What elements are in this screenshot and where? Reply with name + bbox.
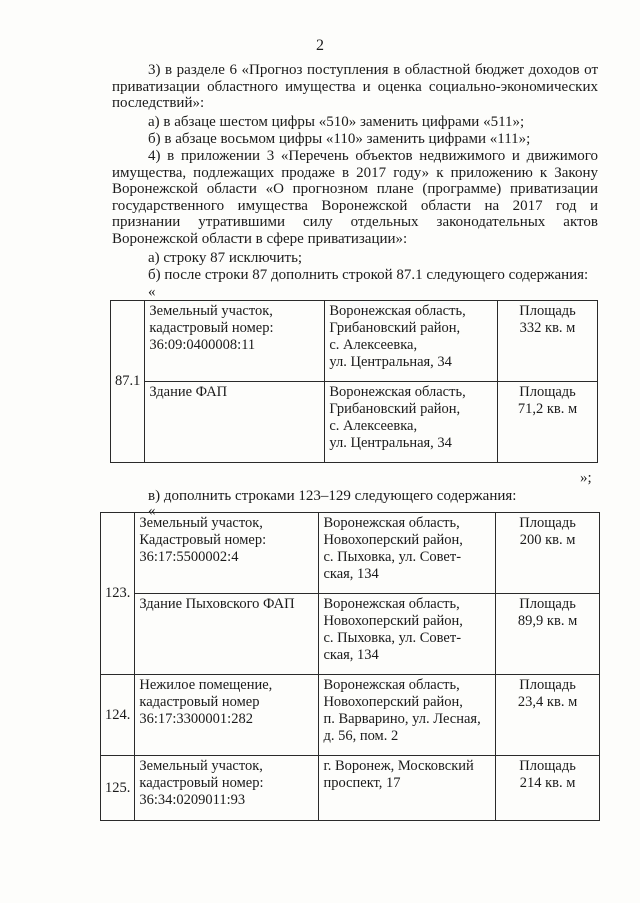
object-address-line: Новохоперский район,	[323, 532, 463, 548]
table-row	[101, 675, 600, 756]
object-area	[496, 675, 600, 756]
object-area-line: Площадь	[519, 515, 576, 531]
quote-close-1: »;	[580, 470, 592, 486]
object-address	[325, 382, 498, 463]
object-name-line: Здание ФАП	[149, 384, 228, 400]
object-area	[496, 594, 600, 675]
object-address-line: с. Пыховка, ул. Совет-	[323, 630, 462, 646]
table-87-1	[110, 300, 598, 463]
object-name-line: Здание Пыховского ФАП	[139, 596, 295, 612]
object-address-line: Воронежская область,	[323, 596, 460, 612]
object-address	[319, 594, 496, 675]
object-address-line: Грибановский район,	[329, 320, 461, 336]
object-name	[135, 513, 319, 594]
object-name	[145, 301, 325, 382]
object-address-line: с. Пыховка, ул. Совет-	[323, 549, 462, 565]
object-address-line: д. 56, пом. 2	[323, 728, 399, 744]
object-area-line: 71,2 кв. м	[517, 401, 578, 417]
object-area-line: Площадь	[519, 758, 576, 774]
object-name-line: Земельный участок,	[149, 303, 273, 319]
object-name	[135, 594, 319, 675]
object-address-line: Воронежская область,	[329, 303, 466, 319]
row-number: 125.	[101, 756, 135, 821]
object-address-line: ул. Центральная, 34	[329, 354, 452, 370]
quote-open-1: «	[148, 284, 156, 300]
table-row	[111, 382, 598, 463]
object-name-line: Земельный участок,	[139, 758, 263, 774]
object-address-line: с. Алексеевка,	[329, 337, 418, 353]
table-row	[101, 513, 600, 594]
paragraph-3a: а) в абзаце шестом цифры «510» заменить цифрами «511»;	[148, 114, 525, 130]
paragraph-4: 4) в приложении 3 «Перечень объектов недвижимого и движимого имущества, подлежащих продаже в 2017 году» к приложению к Закону Воронежской области «О прогнозном плане (программе) приватизации государственного имущества Воронежской области на 2017 год и признании утратившими силу отдельных законодательных актов Воронежской области в сфере приватизации»:	[112, 148, 598, 247]
object-name	[135, 756, 319, 821]
paragraph-4a: а) строку 87 исключить;	[148, 250, 303, 266]
object-address-line: с. Алексеевка,	[329, 418, 418, 434]
object-area-line: 89,9 кв. м	[517, 613, 578, 629]
quote-open-2: «	[148, 503, 156, 519]
object-area	[496, 513, 600, 594]
object-address	[325, 301, 498, 382]
object-name-line: Земельный участок,	[139, 515, 263, 531]
object-address-line: Воронежская область,	[323, 677, 460, 693]
object-area-line: Площадь	[519, 677, 576, 693]
object-address	[319, 675, 496, 756]
table-row	[101, 594, 600, 675]
object-address-line: г. Воронеж, Московский	[323, 758, 474, 774]
object-area-line: Площадь	[519, 303, 576, 319]
object-name	[145, 382, 325, 463]
table-123-129	[100, 512, 600, 821]
object-name-line: 36:09:0400008:11	[149, 337, 256, 353]
row-number: 124.	[101, 675, 135, 756]
object-name-line: 36:17:3300001:282	[139, 711, 253, 727]
object-name-line: кадастровый номер:	[139, 775, 264, 791]
paragraph-4v: в) дополнить строками 123–129 следующего содержания:	[148, 488, 517, 504]
object-name-line: 36:17:5500002:4	[139, 549, 239, 565]
paragraph-3: 3) в разделе 6 «Прогноз поступления в областной бюджет доходов от приватизации областного имущества и оценка социально-экономических последствий»:	[112, 62, 598, 111]
paragraph-4b: б) после строки 87 дополнить строкой 87.1 следующего содержания:	[148, 267, 589, 283]
table-row	[111, 301, 598, 382]
object-name-line: кадастровый номер	[139, 694, 260, 710]
object-name-line: Нежилое помещение,	[139, 677, 273, 693]
object-address-line: Воронежская область,	[329, 384, 466, 400]
object-area-line: 214 кв. м	[519, 775, 576, 791]
object-address-line: Новохоперский район,	[323, 694, 463, 710]
object-area	[496, 756, 600, 821]
table-row	[101, 756, 600, 821]
object-area-line: Площадь	[519, 384, 576, 400]
object-address-line: Грибановский район,	[329, 401, 461, 417]
row-number: 123.	[101, 513, 135, 675]
object-name-line: 36:34:0209011:93	[139, 792, 246, 808]
object-address-line: п. Варварино, ул. Лесная,	[323, 711, 481, 727]
page-number: 2	[316, 37, 324, 54]
row-number: 87.1	[111, 301, 145, 463]
object-name	[135, 675, 319, 756]
object-address-line: Новохоперский район,	[323, 613, 463, 629]
paragraph-3b: б) в абзаце восьмом цифры «110» заменить цифрами «111»;	[148, 131, 531, 147]
object-area-line: 200 кв. м	[519, 532, 576, 548]
object-address-line: проспект, 17	[323, 775, 401, 791]
object-address-line: Воронежская область,	[323, 515, 460, 531]
object-area-line: 23,4 кв. м	[517, 694, 578, 710]
object-address	[319, 756, 496, 821]
object-area	[498, 382, 598, 463]
object-area	[498, 301, 598, 382]
object-address	[319, 513, 496, 594]
object-name-line: Кадастровый номер:	[139, 532, 267, 548]
object-area-line: Площадь	[519, 596, 576, 612]
object-address-line: ул. Центральная, 34	[329, 435, 452, 451]
object-address-line: ская, 134	[323, 566, 379, 582]
object-address-line: ская, 134	[323, 647, 379, 663]
object-area-line: 332 кв. м	[519, 320, 576, 336]
object-name-line: кадастровый номер:	[149, 320, 274, 336]
